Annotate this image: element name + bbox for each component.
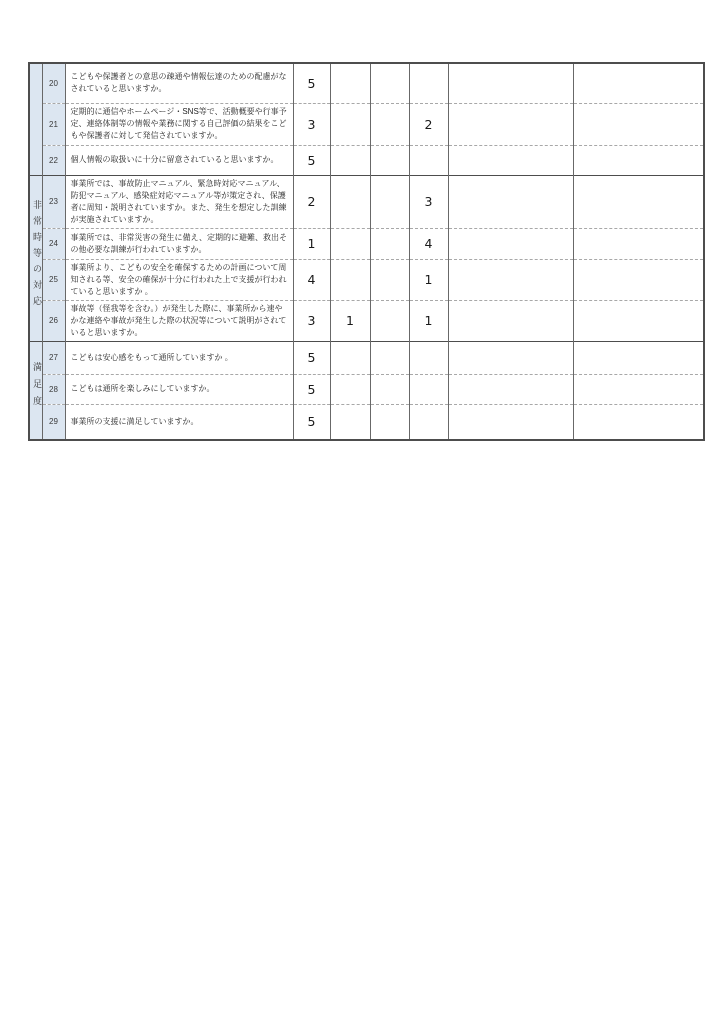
score-cell: 3 bbox=[293, 103, 330, 145]
score-cell: 2 bbox=[293, 175, 330, 228]
comment-cell bbox=[573, 175, 704, 228]
question-cell: 定期的に通信やホームページ・SNS等で、活動概要や行事予定、連絡体制等の情報や業務に関する自己評価の結果をこどもや保護者に対して発信されていますか。 bbox=[65, 103, 293, 145]
score-cell: 1 bbox=[293, 228, 330, 259]
score-cell: 1 bbox=[409, 300, 448, 341]
score-cell: 5 bbox=[293, 145, 330, 175]
score-cell bbox=[370, 300, 409, 341]
score-cell bbox=[330, 103, 370, 145]
question-cell: こどもは安心感をもって通所していますか 。 bbox=[65, 341, 293, 374]
score-cell: 5 bbox=[293, 63, 330, 103]
survey-results-table bbox=[28, 62, 705, 441]
score-cell: 4 bbox=[293, 259, 330, 300]
category-cell bbox=[29, 175, 42, 341]
row-number-cell: 22 bbox=[42, 145, 65, 175]
score-cell: 5 bbox=[293, 404, 330, 440]
score-cell bbox=[409, 374, 448, 404]
row-number-cell: 20 bbox=[42, 63, 65, 103]
row-number-cell: 25 bbox=[42, 259, 65, 300]
score-cell: 4 bbox=[409, 228, 448, 259]
comment-cell bbox=[573, 145, 704, 175]
question-cell: 個人情報の取扱いに十分に留意されていると思いますか。 bbox=[65, 145, 293, 175]
score-cell bbox=[370, 103, 409, 145]
score-cell bbox=[330, 228, 370, 259]
comment-cell bbox=[448, 63, 573, 103]
score-cell bbox=[330, 63, 370, 103]
table-row bbox=[29, 404, 704, 440]
score-cell bbox=[370, 175, 409, 228]
row-number-cell: 27 bbox=[42, 341, 65, 374]
comment-cell bbox=[448, 145, 573, 175]
comment-cell bbox=[448, 175, 573, 228]
comment-cell bbox=[573, 404, 704, 440]
comment-cell bbox=[448, 404, 573, 440]
table-row bbox=[29, 259, 704, 300]
comment-cell bbox=[448, 228, 573, 259]
score-cell: 1 bbox=[409, 259, 448, 300]
comment-cell bbox=[448, 341, 573, 374]
table-row bbox=[29, 103, 704, 145]
row-number-cell: 24 bbox=[42, 228, 65, 259]
category-label: 満足度 bbox=[32, 362, 42, 414]
score-cell bbox=[409, 63, 448, 103]
table-row bbox=[29, 300, 704, 341]
question-cell: 事業所では、非常災害の発生に備え、定期的に避難、救出その他必要な訓練が行われていますか。 bbox=[65, 228, 293, 259]
comment-cell bbox=[448, 259, 573, 300]
question-cell: 事業所より、こどもの安全を確保するための計画について周知される等、安全の確保が十分に行われた上で支援が行われていると思いますか 。 bbox=[65, 259, 293, 300]
table-row bbox=[29, 341, 704, 374]
score-cell bbox=[330, 145, 370, 175]
comment-cell bbox=[573, 103, 704, 145]
score-cell: 2 bbox=[409, 103, 448, 145]
row-number-cell: 21 bbox=[42, 103, 65, 145]
table-row bbox=[29, 228, 704, 259]
score-cell bbox=[409, 404, 448, 440]
comment-cell bbox=[573, 300, 704, 341]
score-cell bbox=[409, 341, 448, 374]
score-cell bbox=[370, 404, 409, 440]
score-cell bbox=[330, 175, 370, 228]
score-cell: 3 bbox=[293, 300, 330, 341]
category-cell bbox=[29, 63, 42, 175]
table-row bbox=[29, 63, 704, 103]
comment-cell bbox=[448, 374, 573, 404]
table-row bbox=[29, 175, 704, 228]
row-number-cell: 28 bbox=[42, 374, 65, 404]
table-row bbox=[29, 145, 704, 175]
table-row bbox=[29, 374, 704, 404]
question-cell: こどもは通所を楽しみにしていますか。 bbox=[65, 374, 293, 404]
score-cell bbox=[409, 145, 448, 175]
comment-cell bbox=[573, 259, 704, 300]
score-cell bbox=[330, 341, 370, 374]
category-label: 非常時等の対応 bbox=[32, 199, 42, 312]
row-number-cell: 29 bbox=[42, 404, 65, 440]
question-cell: こどもや保護者との意思の疎通や情報伝達のための配慮がなされていると思いますか。 bbox=[65, 63, 293, 103]
score-cell bbox=[370, 63, 409, 103]
score-cell bbox=[370, 228, 409, 259]
score-cell bbox=[330, 404, 370, 440]
score-cell: 3 bbox=[409, 175, 448, 228]
row-number-cell: 23 bbox=[42, 175, 65, 228]
comment-cell bbox=[448, 103, 573, 145]
comment-cell bbox=[573, 341, 704, 374]
category-cell bbox=[29, 341, 42, 440]
score-cell bbox=[370, 259, 409, 300]
score-cell: 5 bbox=[293, 374, 330, 404]
question-cell: 事業所の支援に満足していますか。 bbox=[65, 404, 293, 440]
score-cell: 5 bbox=[293, 341, 330, 374]
score-cell: 1 bbox=[330, 300, 370, 341]
row-number-cell: 26 bbox=[42, 300, 65, 341]
comment-cell bbox=[573, 228, 704, 259]
score-cell bbox=[370, 341, 409, 374]
score-cell bbox=[330, 374, 370, 404]
comment-cell bbox=[573, 63, 704, 103]
comment-cell bbox=[573, 374, 704, 404]
question-cell: 事故等（怪我等を含む。）が発生した際に、事業所から速やかな連絡や事故が発生した際の状況等について説明がされていると思いますか。 bbox=[65, 300, 293, 341]
comment-cell bbox=[448, 300, 573, 341]
question-cell: 事業所では、事故防止マニュアル、緊急時対応マニュアル、防犯マニュアル、感染症対応マニュアル等が策定され、保護者に周知・説明されていますか。また、発生を想定した訓練が実施されていますか。 bbox=[65, 175, 293, 228]
score-cell bbox=[370, 374, 409, 404]
score-cell bbox=[330, 259, 370, 300]
score-cell bbox=[370, 145, 409, 175]
